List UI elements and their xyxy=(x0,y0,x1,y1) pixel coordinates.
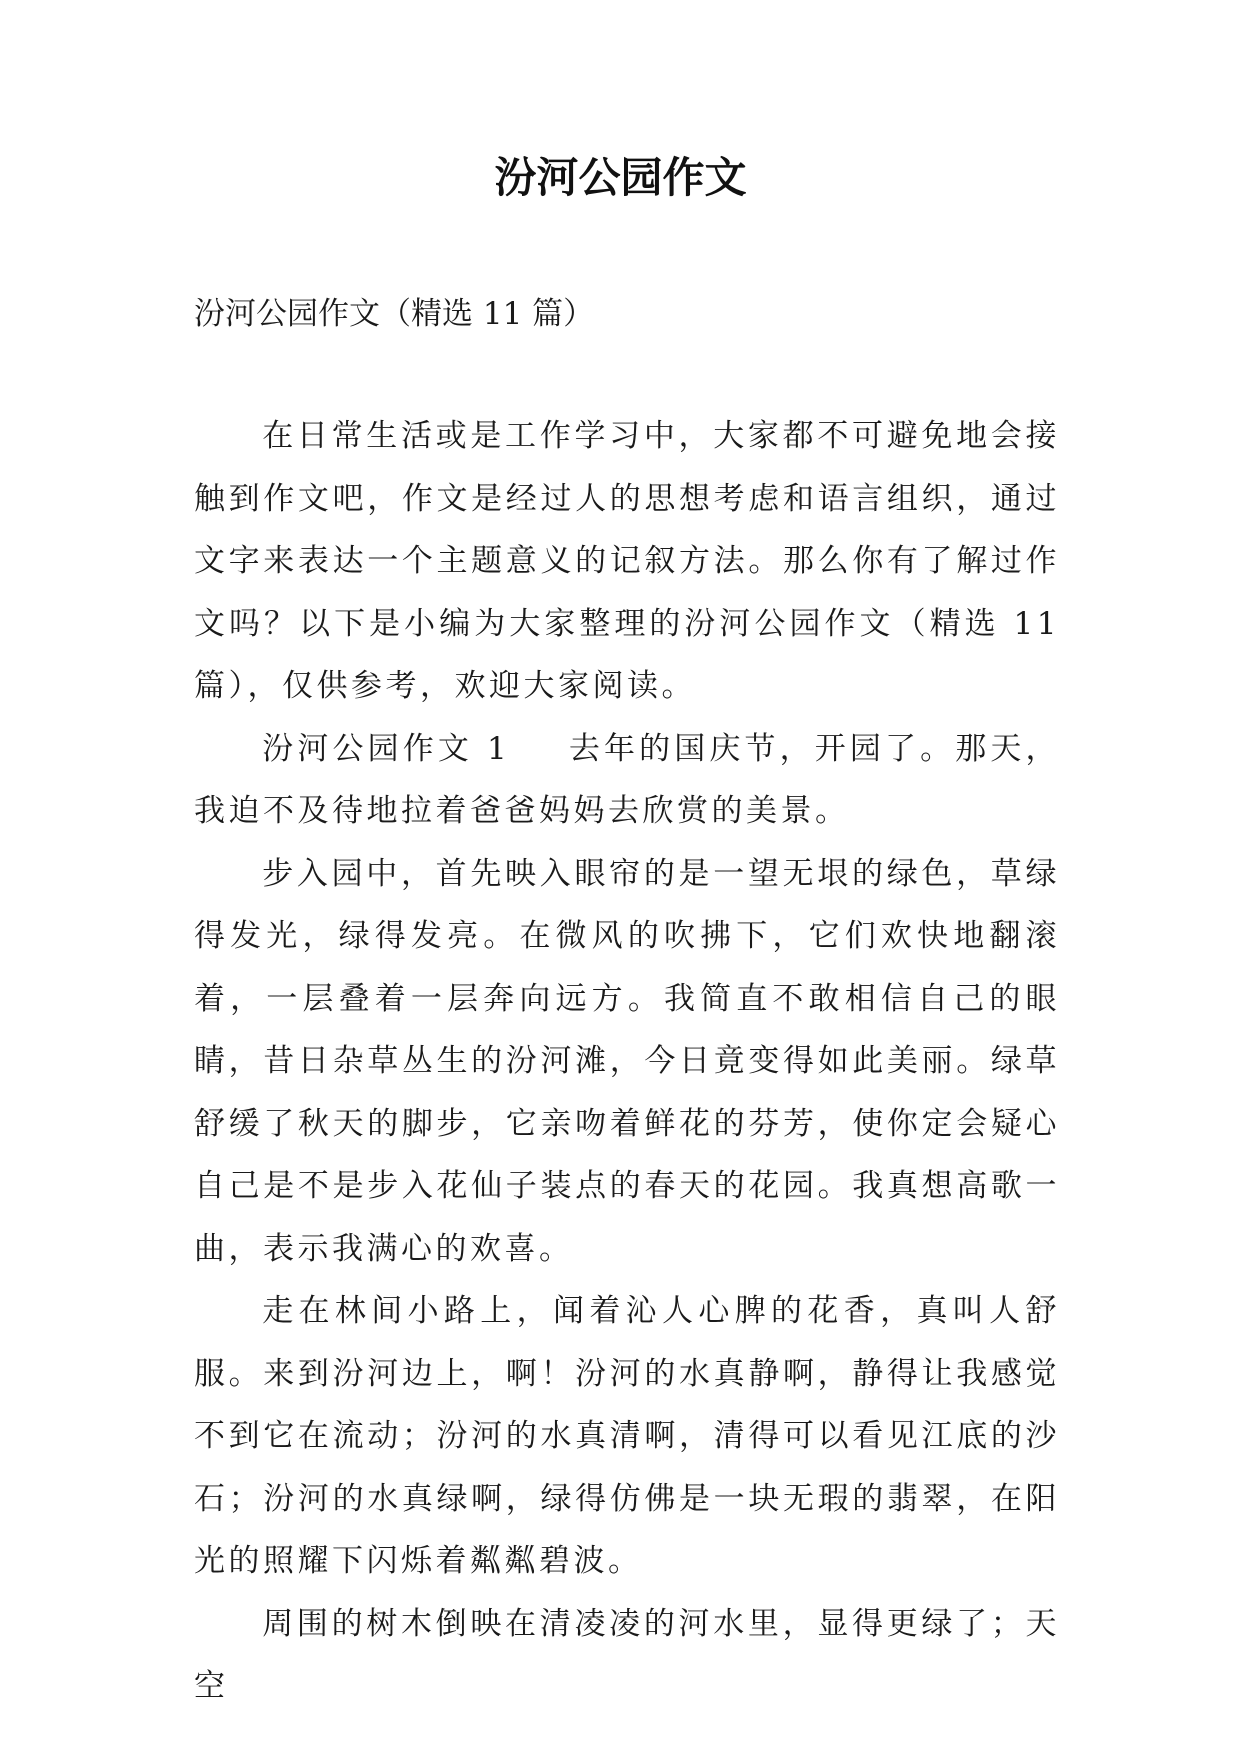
essay-1-text: 去年的国庆节，开园了。那天，我迫不及待地拉着爸爸妈妈去欣赏的美景。 xyxy=(194,730,1061,829)
essay-1-heading: 汾河公园作文 1 xyxy=(262,730,511,767)
body-paragraph: 走在林间小路上，闻着沁人心脾的花香，真叫人舒服。来到汾河边上，啊！汾河的水真静啊，静得让我感觉不到它在流动；汾河的水真清啊，清得可以看见江底的沙石；汾河的水真绿啊，绿得仿佛是一块无瑕的翡翠，在阳光的照耀下闪烁着粼粼碧波。 xyxy=(194,1293,1060,1579)
document-subtitle: 汾河公园作文（精选 11 篇） xyxy=(194,296,595,332)
document-title: 汾河公园作文 xyxy=(494,153,747,202)
body-paragraph: 步入园中，首先映入眼帘的是一望无垠的绿色，草绿得发光，绿得发亮。在微风的吹拂下，它们欢快地翻滚着，一层叠着一层奔向远方。我简直不敢相信自己的眼睛，昔日杂草丛生的汾河滩，今日竟变得如此美丽。绿草舒缓了秋天的脚步，它亲吻着鲜花的芬芳，使你定会疑心自己是不是步入花仙子装点的春天的花园。我真想高歌一曲，表示我满心的欢喜。 xyxy=(194,855,1060,1267)
essay-1-paragraph xyxy=(194,718,1060,843)
document-body xyxy=(194,405,1060,1718)
intro-paragraph: 在日常生活或是工作学习中，大家都不可避免地会接触到作文吧，作文是经过人的思想考虑和语言组织，通过文字来表达一个主题意义的记叙方法。那么你有了解过作文吗？以下是小编为大家整理的汾河公园作文（精选 11 篇），仅供参考，欢迎大家阅读。 xyxy=(194,418,1060,704)
body-paragraph: 周围的树木倒映在清凌凌的河水里，显得更绿了；天空 xyxy=(194,1605,1060,1704)
